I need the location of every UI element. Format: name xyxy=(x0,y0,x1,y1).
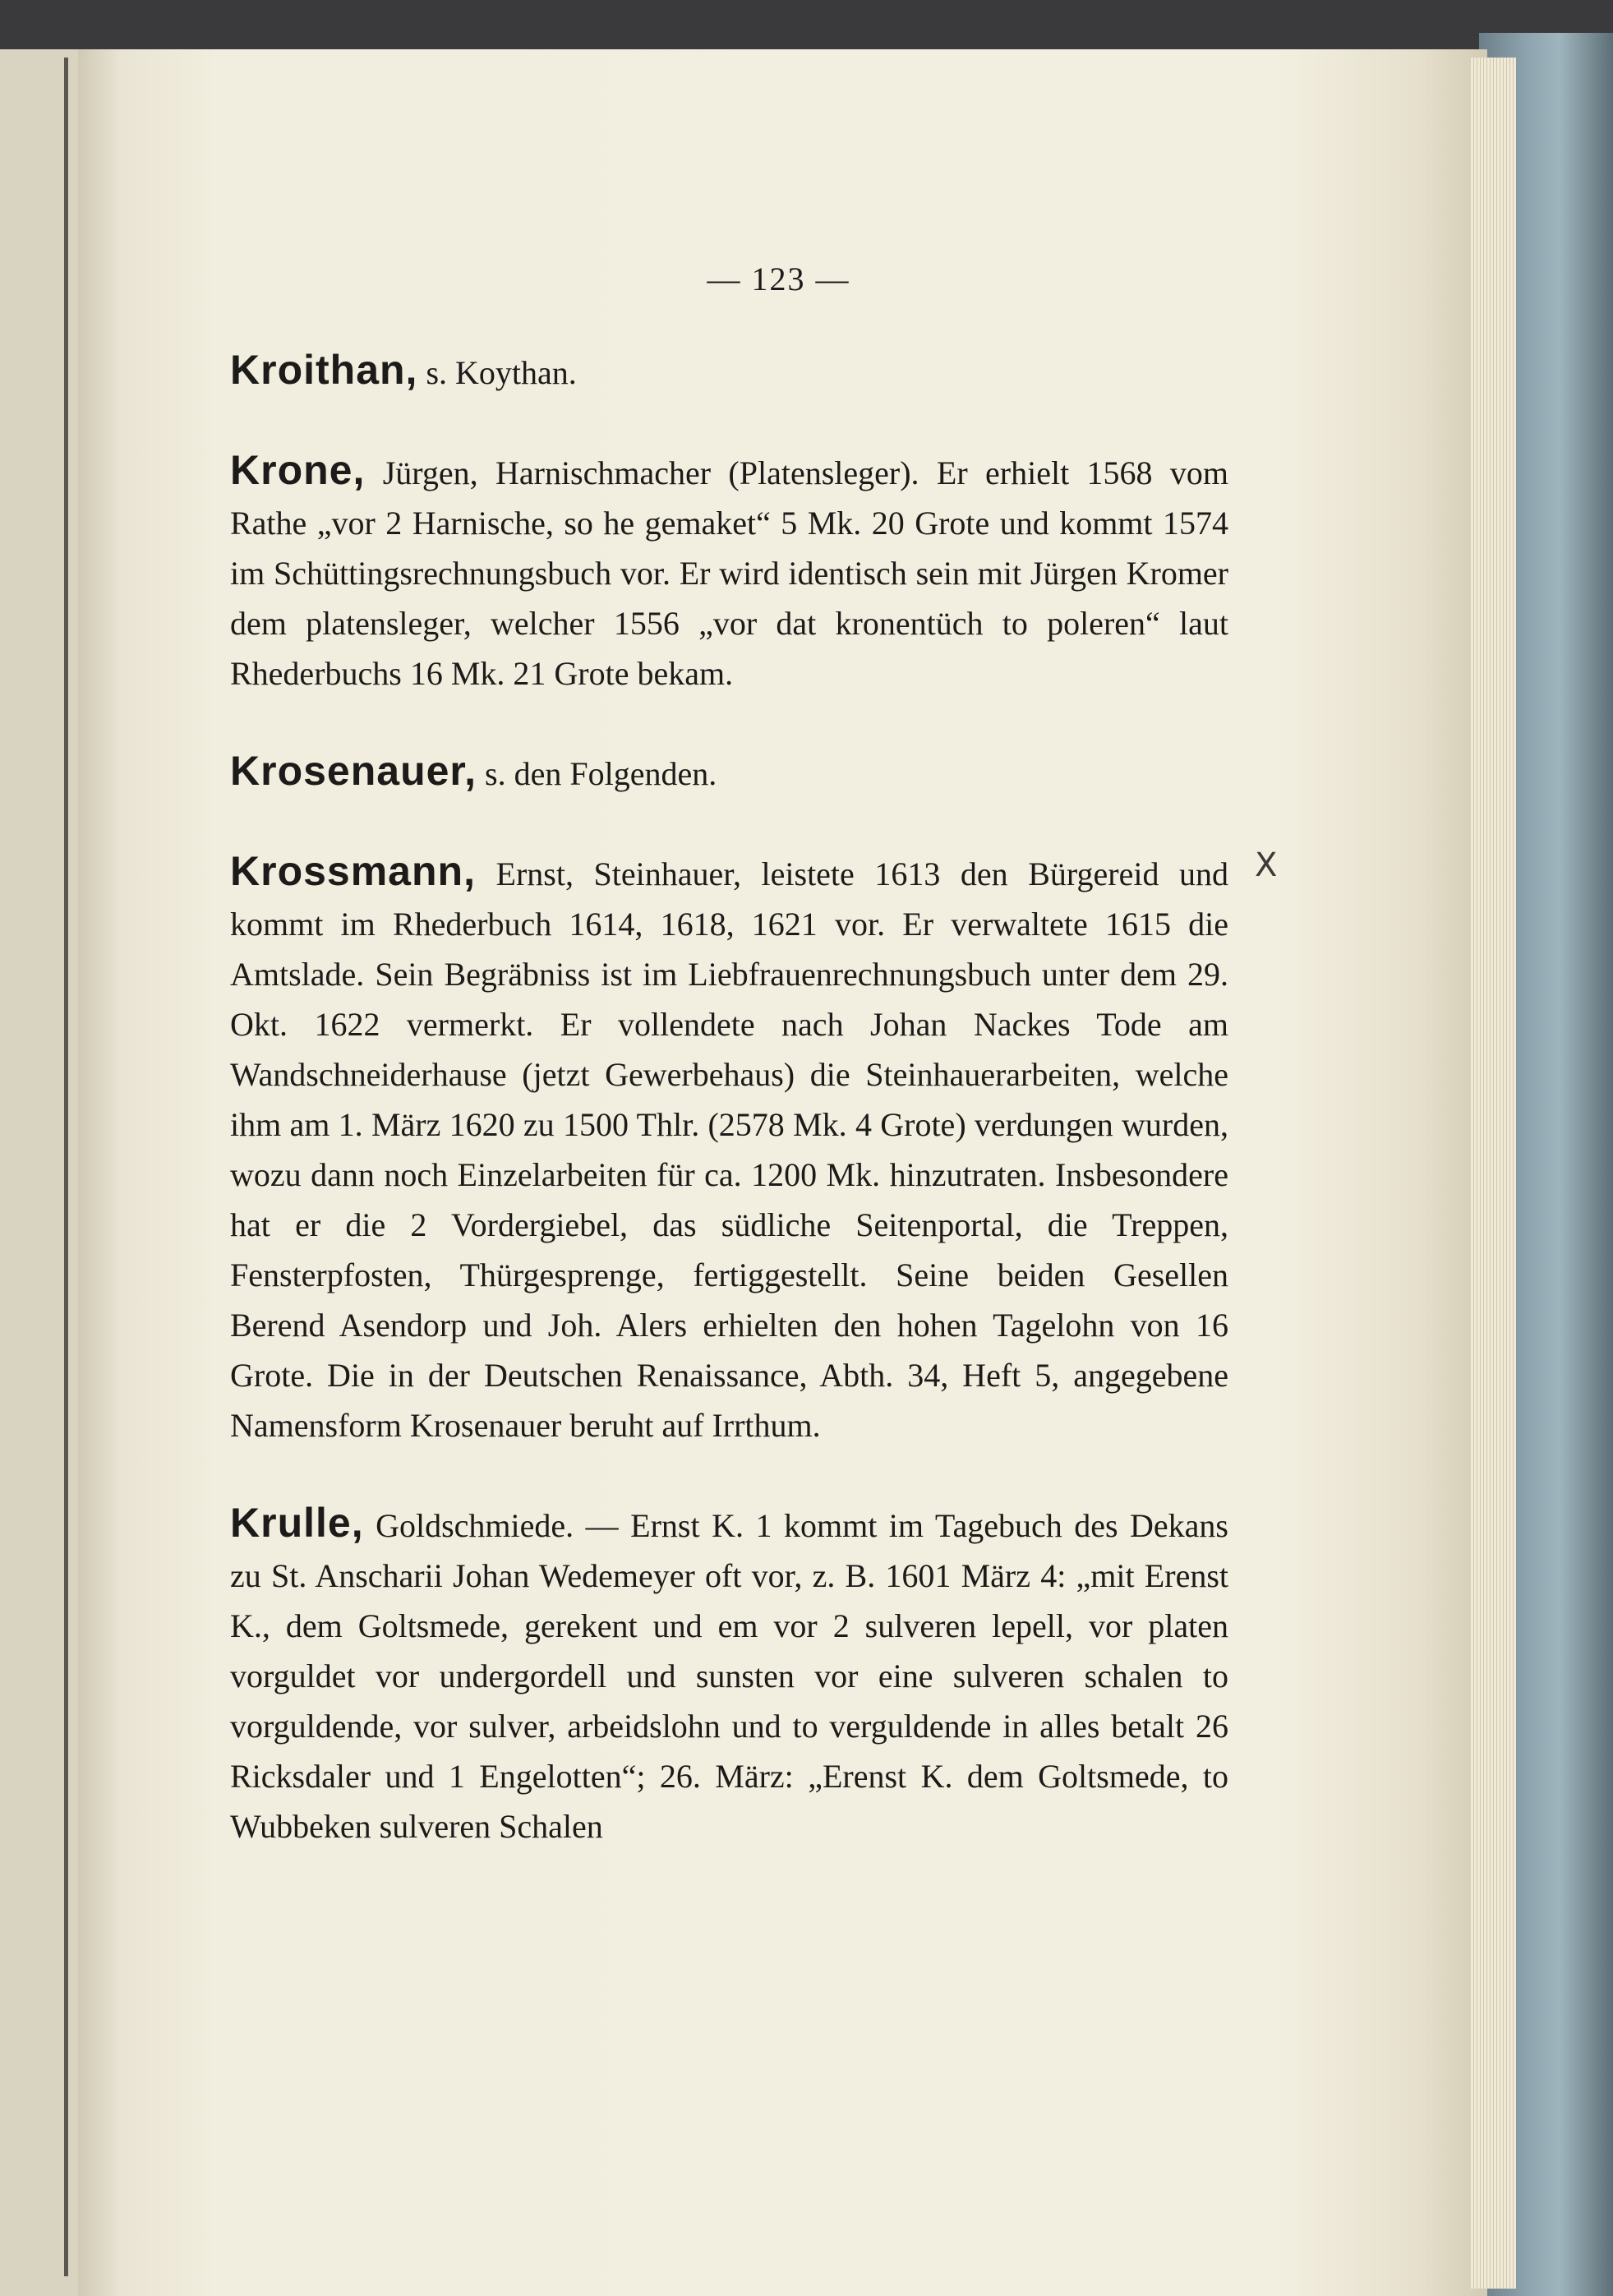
entry-headword: Krone, xyxy=(230,447,366,493)
entry-headword: Kroithan, xyxy=(230,347,418,393)
page-number: — 123 — xyxy=(707,260,850,297)
margin-mark: X xyxy=(1255,846,1278,884)
text-block xyxy=(230,238,1228,1851)
entry-headword: Krulle, xyxy=(230,1500,364,1546)
entry-krone xyxy=(230,445,1228,698)
entry-text: Goldschmiede. — Ernst K. 1 kommt im Tagebuch des Dekans zu St. Anscharii Johan Wedemeyer oft vor, z. B. 1601 März 4: „mit Erenst K., dem Goltsmede, gerekent und em vor 2 sulveren lepell, vor platen vorguldet vor undergordell und sunsten vor eine sulveren schalen to vorguldende, vor sulver, arbeidslohn und to verguldende in alles betalt 26 Ricksdaler und 1 Engelotten“; 26. März: „Erenst K. dem Goltsmede, to Wubbeken sulveren Schalen xyxy=(230,1507,1228,1845)
page-edges xyxy=(1471,58,1516,2289)
entry-headword: Krosenauer, xyxy=(230,748,477,794)
entry-text: Ernst, Steinhauer, leistete 1613 den Bürgereid und kommt im Rhederbuch 1614, 1618, 1621 vor. Er verwaltete 1615 die Amtslade. Sein Begräbniss ist im Liebfrauenrechnungsbuch unter dem 29. Okt. 1622 vermerkt. Er vollendete nach Johan Nackes Tode am Wandschneiderhause (jetzt Gewerbehaus) die Steinhauerarbeiten, welche ihm am 1. März 1620 zu 1500 Thlr. (2578 Mk. 4 Grote) verdungen wurden, wozu dann noch Einzelarbeiten für ca. 1200 Mk. hinzutraten. Insbesondere hat er die 2 Vordergiebel, das südliche Seitenportal, die Treppen, Fensterpfosten, Thürgesprenge, fertiggestellt. Seine beiden Gesellen Berend Asendorp und Joh. Alers erhielten den hohen Tagelohn von 16 Grote. Die in der Deutschen Renaissance, Abth. 34, Heft 5, angegebene Namensform Krosenauer beruht auf Irrthum. xyxy=(230,855,1228,1444)
gutter-line xyxy=(64,58,68,2276)
entry-krossmann xyxy=(230,846,1228,1450)
entry-text: Jürgen, Harnischmacher (Platensleger). Er erhielt 1568 vom Rathe „vor 2 Harnische, so he gemaket“ 5 Mk. 20 Grote und kommt 1574 im Schüttingsrechnungsbuch vor. Er wird identisch sein mit Jürgen Kromer dem platensleger, welcher 1556 „vor dat kronentüch to poleren“ laut Rhederbuchs 16 Mk. 21 Grote bekam. xyxy=(230,454,1228,692)
entry-text: s. den Folgenden. xyxy=(477,755,717,792)
entry-text: s. Koythan. xyxy=(417,354,577,391)
entry-headword: Krossmann, xyxy=(230,848,476,894)
entry-krulle xyxy=(230,1498,1228,1851)
entry-krosenauer xyxy=(230,746,1228,799)
entry-kroithan xyxy=(230,345,1228,398)
